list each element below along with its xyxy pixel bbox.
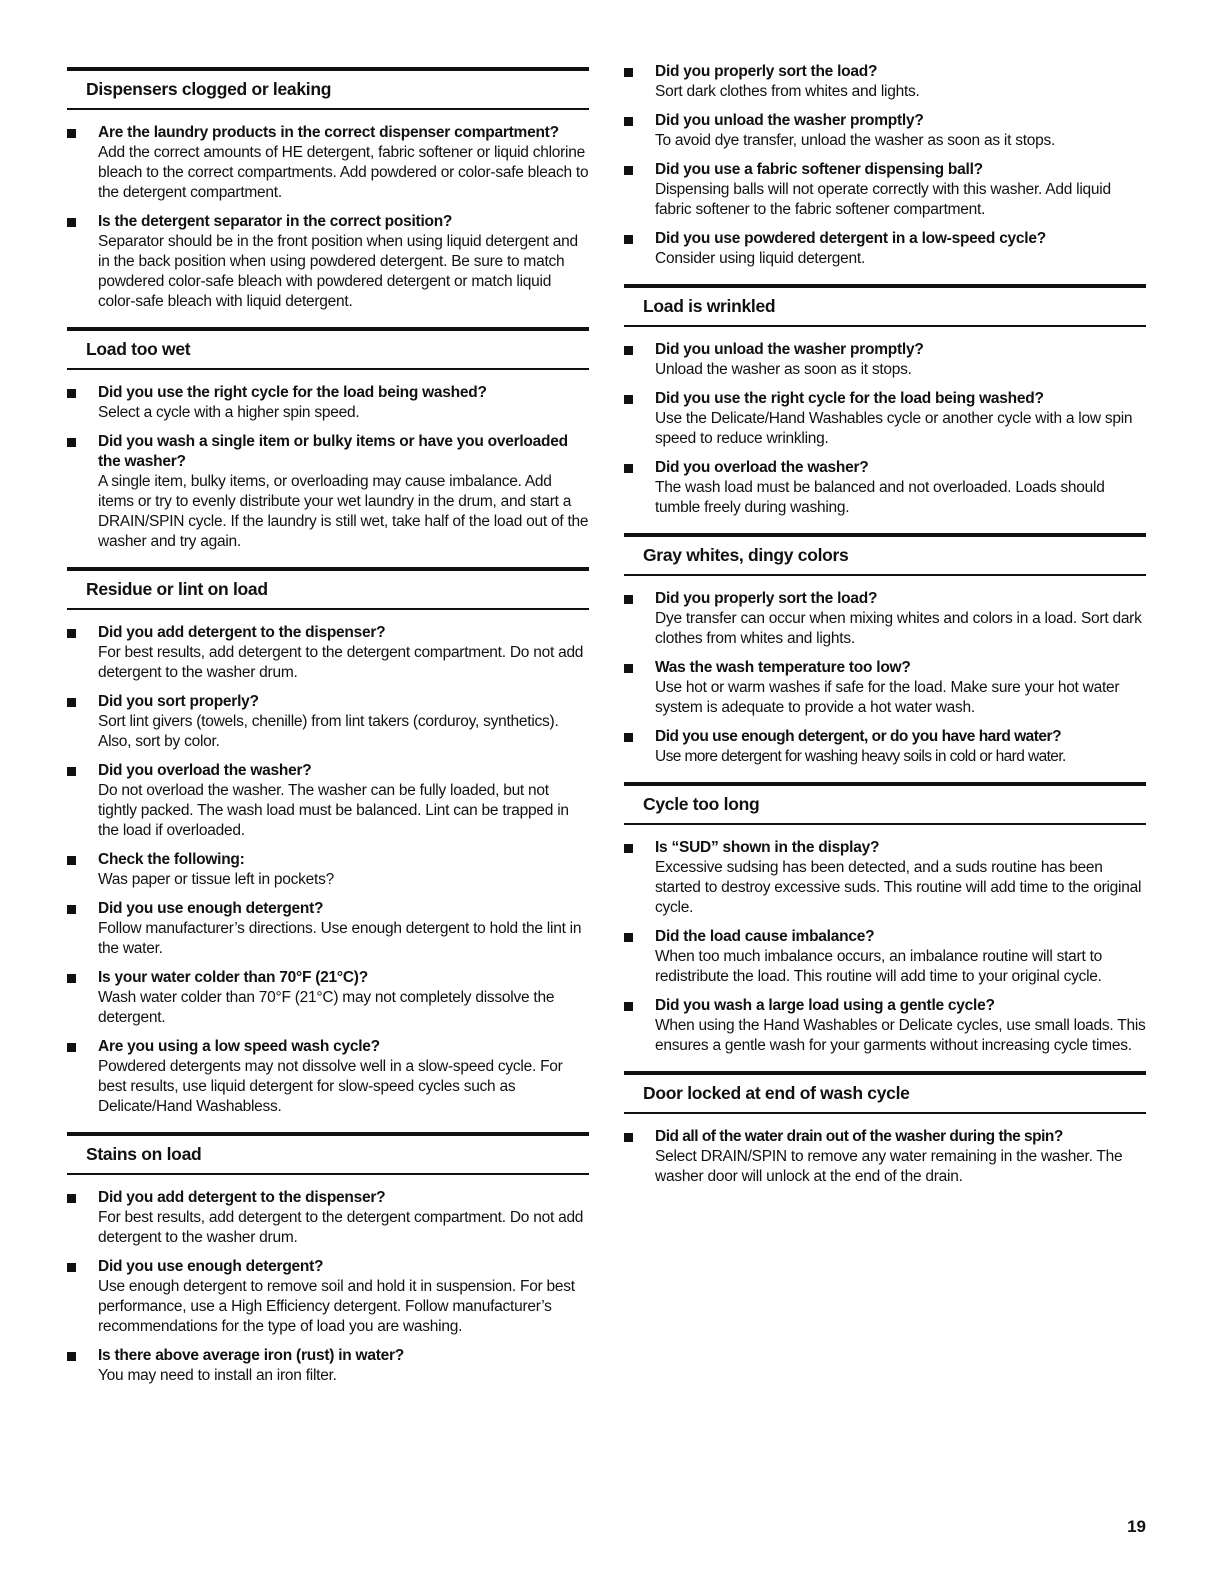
question: Is the detergent separator in the correct position? (98, 213, 453, 230)
section-title: Stains on load (86, 1144, 202, 1164)
question: Did you overload the washer? (655, 459, 869, 476)
section-title: Gray whites, dingy colors (643, 545, 849, 565)
list-item (624, 727, 1146, 767)
answer: Powdered detergents may not dissolve well in a slow-speed cycle. For best results, use liquid detergent for slow-speed cycles such as Delicate/Hand Washabless. (98, 1058, 563, 1115)
answer: To avoid dye transfer, unload the washer as soon as it stops. (655, 132, 1056, 149)
square-bullet-icon (67, 856, 76, 865)
section-dispensers (67, 67, 589, 312)
answer: Dye transfer can occur when mixing whites and colors in a load. Sort dark clothes from whites and lights. (655, 610, 1142, 647)
square-bullet-icon (67, 1263, 76, 1272)
square-bullet-icon (67, 767, 76, 776)
list-item (624, 927, 1146, 987)
square-bullet-icon (624, 733, 633, 742)
question: Is there above average iron (rust) in water? (98, 1347, 404, 1364)
answer: You may need to install an iron filter. (98, 1367, 337, 1384)
square-bullet-icon (67, 1352, 76, 1361)
section-title: Residue or lint on load (86, 579, 268, 599)
question: Did all of the water drain out of the washer during the spin? (655, 1128, 1063, 1145)
square-bullet-icon (67, 629, 76, 638)
square-bullet-icon (624, 664, 633, 673)
question: Is your water colder than 70°F (21°C)? (98, 969, 368, 986)
left-column (67, 0, 589, 1395)
list-item (67, 1346, 589, 1386)
answer: The wash load must be balanced and not overloaded. Loads should tumble freely during washing. (655, 479, 1105, 516)
question: Did you wash a single item or bulky items or have you overloaded the washer? (98, 433, 568, 470)
section-header (624, 284, 1146, 327)
list-item (624, 838, 1146, 918)
list-item (67, 850, 589, 890)
right-column (624, 0, 1146, 1196)
square-bullet-icon (624, 1002, 633, 1011)
answer: Dispensing balls will not operate correctly with this washer. Add liquid fabric softener to the fabric softener compartment. (655, 181, 1111, 218)
list-item (67, 899, 589, 959)
square-bullet-icon (67, 129, 76, 138)
answer: Add the correct amounts of HE detergent, fabric softener or liquid chlorine bleach to the correct compartments. Add powdered or color-safe bleach to the detergent compartment. (98, 144, 589, 201)
section-header (624, 533, 1146, 576)
section-continued (624, 62, 1146, 269)
square-bullet-icon (624, 844, 633, 853)
square-bullet-icon (67, 698, 76, 707)
section-header (67, 567, 589, 610)
section-header (67, 1132, 589, 1175)
answer: Excessive sudsing has been detected, and a suds routine has been started to destroy excessive suds. This routine will add time to the original cycle. (655, 859, 1142, 916)
list-item (624, 458, 1146, 518)
list-item (624, 62, 1146, 102)
page-number: 19 (1127, 1517, 1146, 1536)
square-bullet-icon (624, 68, 633, 77)
list-item (624, 1127, 1146, 1187)
question: Did you use enough detergent? (98, 1258, 324, 1275)
answer: Unload the washer as soon as it stops. (655, 361, 912, 378)
question: Check the following: (98, 851, 245, 868)
square-bullet-icon (67, 974, 76, 983)
section-door-locked (624, 1071, 1146, 1187)
question: Did you use enough detergent, or do you have hard water? (655, 728, 1062, 745)
section-title: Dispensers clogged or leaking (86, 79, 332, 99)
section-gray-whites (624, 533, 1146, 767)
question: Did you overload the washer? (98, 762, 312, 779)
list-item (624, 658, 1146, 718)
list-item (67, 212, 589, 312)
question: Did you wash a large load using a gentle cycle? (655, 997, 995, 1014)
answer: When too much imbalance occurs, an imbalance routine will start to redistribute the load. This routine will add time to your original cycle. (655, 948, 1102, 985)
list-item (624, 996, 1146, 1056)
square-bullet-icon (624, 464, 633, 473)
list-item (624, 160, 1146, 220)
question: Did you use a fabric softener dispensing ball? (655, 161, 983, 178)
square-bullet-icon (624, 117, 633, 126)
section-title: Load is wrinkled (643, 296, 776, 316)
square-bullet-icon (624, 166, 633, 175)
square-bullet-icon (624, 235, 633, 244)
list-item (67, 623, 589, 683)
list-item (67, 968, 589, 1028)
answer: Sort lint givers (towels, chenille) from lint takers (corduroy, synthetics). Also, sort by color. (98, 713, 559, 750)
question: Did you add detergent to the dispenser? (98, 1189, 386, 1206)
answer: Wash water colder than 70°F (21°C) may not completely dissolve the detergent. (98, 989, 555, 1026)
list-item (624, 111, 1146, 151)
list-item (624, 229, 1146, 269)
list-item (67, 761, 589, 841)
answer: Sort dark clothes from whites and lights. (655, 83, 920, 100)
section-header (67, 327, 589, 370)
question: Did you unload the washer promptly? (655, 112, 924, 129)
answer: Was paper or tissue left in pockets? (98, 871, 334, 888)
list-item (67, 1188, 589, 1248)
question: Are the laundry products in the correct dispenser compartment? (98, 124, 559, 141)
question: Did you properly sort the load? (655, 590, 878, 607)
section-cycle-too-long (624, 782, 1146, 1056)
question: Did you add detergent to the dispenser? (98, 624, 386, 641)
list-item (67, 1037, 589, 1117)
section-stains (67, 1132, 589, 1386)
answer: Use enough detergent to remove soil and hold it in suspension. For best performance, use a High Efficiency detergent. Follow manufacturer’s recommendations for the type of load you are washing. (98, 1278, 575, 1335)
question: Did you use powdered detergent in a low-speed cycle? (655, 230, 1046, 247)
answer: Use more detergent for washing heavy soils in cold or hard water. (655, 748, 1066, 765)
list-item (67, 692, 589, 752)
question: Did you sort properly? (98, 693, 259, 710)
square-bullet-icon (67, 905, 76, 914)
square-bullet-icon (67, 218, 76, 227)
section-residue-lint (67, 567, 589, 1117)
section-title: Load too wet (86, 339, 191, 359)
answer: A single item, bulky items, or overloading may cause imbalance. Add items or try to evenly distribute your wet laundry in the drum, and start a DRAIN/SPIN cycle. If the laundry is still wet, take half of the load out of the washer and try again. (98, 473, 589, 550)
answer: Use the Delicate/Hand Washables cycle or another cycle with a low spin speed to reduce wrinkling. (655, 410, 1133, 447)
section-header (67, 67, 589, 110)
section-header (624, 1071, 1146, 1114)
square-bullet-icon (67, 389, 76, 398)
square-bullet-icon (624, 395, 633, 404)
answer: For best results, add detergent to the detergent compartment. Do not add detergent to the washer drum. (98, 644, 584, 681)
question: Are you using a low speed wash cycle? (98, 1038, 380, 1055)
question: Did you use enough detergent? (98, 900, 324, 917)
question: Did you use the right cycle for the load being washed? (98, 384, 487, 401)
question: Was the wash temperature too low? (655, 659, 911, 676)
section-load-too-wet (67, 327, 589, 552)
square-bullet-icon (624, 1133, 633, 1142)
answer: When using the Hand Washables or Delicate cycles, use small loads. This ensures a gentle wash for your garments without increasing cycle times. (655, 1017, 1146, 1054)
answer: Follow manufacturer’s directions. Use enough detergent to hold the lint in the water. (98, 920, 582, 957)
answer: Select a cycle with a higher spin speed. (98, 404, 360, 421)
answer: For best results, add detergent to the detergent compartment. Do not add detergent to the washer drum. (98, 1209, 584, 1246)
list-item (624, 389, 1146, 449)
question: Did you use the right cycle for the load being washed? (655, 390, 1044, 407)
question: Did you unload the washer promptly? (655, 341, 924, 358)
section-title: Cycle too long (643, 794, 760, 814)
answer: Consider using liquid detergent. (655, 250, 865, 267)
question: Is “SUD” shown in the display? (655, 839, 880, 856)
section-header (624, 782, 1146, 825)
question: Did you properly sort the load? (655, 63, 878, 80)
answer: Separator should be in the front position when using liquid detergent and in the back position when using powdered detergent. Be sure to match powdered color-safe bleach with powdered detergent or match liquid color-safe bleach with liquid detergent. (98, 233, 578, 310)
square-bullet-icon (67, 1043, 76, 1052)
list-item (624, 340, 1146, 380)
answer: Use hot or warm washes if safe for the load. Make sure your hot water system is adequate to provide a hot water wash. (655, 679, 1120, 716)
answer: Do not overload the washer. The washer can be fully loaded, but not tightly packed. The wash load must be balanced. Lint can be trapped in the load if overloaded. (98, 782, 569, 839)
square-bullet-icon (67, 1194, 76, 1203)
square-bullet-icon (67, 438, 76, 447)
square-bullet-icon (624, 933, 633, 942)
list-item (67, 1257, 589, 1337)
answer: Select DRAIN/SPIN to remove any water remaining in the washer. The washer door will unlock at the end of the drain. (655, 1148, 1123, 1185)
question: Did the load cause imbalance? (655, 928, 875, 945)
list-item (67, 123, 589, 203)
square-bullet-icon (624, 595, 633, 604)
list-item (67, 383, 589, 423)
list-item (67, 432, 589, 552)
section-wrinkled (624, 284, 1146, 518)
section-title: Door locked at end of wash cycle (643, 1083, 910, 1103)
square-bullet-icon (624, 346, 633, 355)
list-item (624, 589, 1146, 649)
